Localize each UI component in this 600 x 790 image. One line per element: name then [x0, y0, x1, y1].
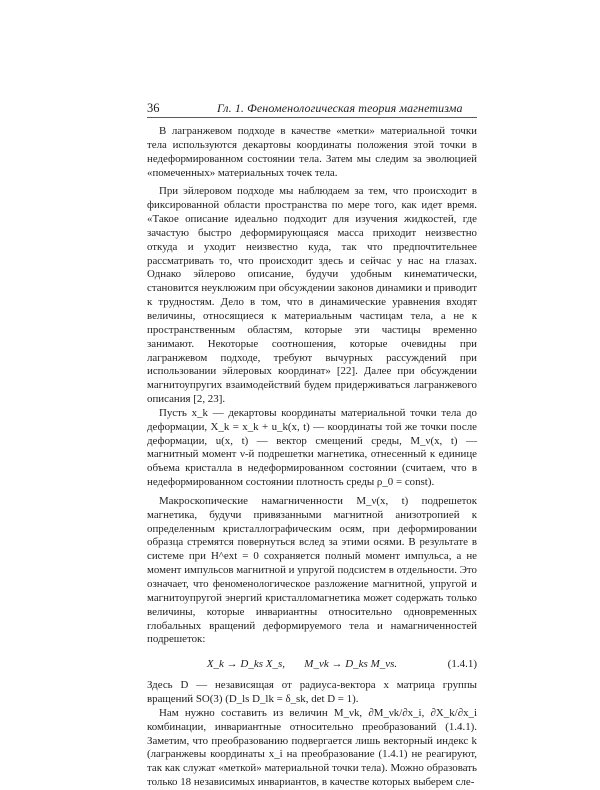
paragraph-eulerian: При эйлеровом подходе мы наблюдаем за тем, что происходит в фиксированной области пространства по мере того, как идет время. «Такое описание идеально подходит для изучения жидкостей, где зачастую быстро деформирующаяся масса приходит неизвестно откуда и уходит неизвестно куда, так что предпочтительнее рассматривать то, что происходит здесь и сейчас у нас на глазах. Однако эйлерово описание, будучи удобным кинематически, становится неуклюжим при обсуждении законов динамики и приводит к трудностям. Дело в том, что в динамические уравнения входят величины, относящиеся к материальным частицам тела, а не к пространственным областям, которые эти частицы временно занимают. Некоторые соотношения, которые очевидны при лагранжевом подходе, требуют вычурных рассуждений при использовании эйлеровых координат» [22]. Далее при обсуждении магнитоупругих взаимодействий будем придерживаться лагранжевого описания [2, 23]. [147, 185, 477, 406]
equation-left: X_k → D_ks X_s, [206, 658, 286, 671]
running-head: Гл. 1. Феноменологическая теория магнетизма [217, 101, 463, 115]
running-header [147, 101, 477, 118]
paragraph-magnetizations: Макроскопические намагниченности M_ν(x, t) подрешеток магнетика, будучи привязанными магнитной анизотропией к определенным кристаллографическим осям, при деформировании образца стремятся повернуться вслед за этими осями. В результате в системе при H^ext = 0 сохраняется полный момент импульса, а не момент импульсов магнитной и упругой подсистем в отдельности. Это означает, что феноменологическое разложение магнитной, упругой и магнитоупругой энергий кристалломагнетика может содержать только величины, которые инвариантны относительно одновременных глобальных вращений деформируемого тела и намагниченностей подрешеток: [147, 494, 477, 646]
equation-1-4-1 [147, 651, 477, 677]
paragraph-lagrangian: В лагранжевом подходе в качестве «метки» материальной точки тела используются декартовы координаты положения этой точки в недеформированном состоянии тела. Затем мы следим за эволюцией «помеченных» материальных точек тела. [147, 125, 477, 179]
paragraph-rotation-matrix: Здесь D — независящая от радиуса-вектора x матрица группы вращений SO(3) (D_ls D_lk = δ_sk, det D = 1). [147, 679, 477, 706]
paragraph-definitions: Пусть x_k — декартовы координаты материальной точки тела до деформации, X_k = x_k + u_k(x, t) — координаты той же точки после деформации, u(x, t) — вектор смещений среды, M_ν(x, t) — магнитный момент ν-й подрешетки магнетика, отнесенный к единице объема кристалла в недеформированном состоянии (считаем, что в недеформированном состоянии плотность среды ρ_0 = const). [147, 406, 477, 489]
page-number: 36 [147, 101, 160, 115]
equation-number: (1.4.1) [447, 658, 477, 671]
equation-right: M_νk → D_ks M_νs. [304, 658, 398, 671]
paragraph-invariants: Нам нужно составить из величин M_νk, ∂M_νk/∂x_i, ∂X_k/∂x_i комбинации, инвариантные относительно преобразований (1.4.1). Заметим, что преобразованию подвергается лишь векторный индекс k (лагранжевы координаты x_i на преобразование (1.4.1) не реагируют, так как служат «меткой» материальной точки тела). Можно образовать только 18 независимых инвариантов, в качестве которых выберем сле- [147, 706, 477, 789]
body-text [147, 125, 477, 790]
